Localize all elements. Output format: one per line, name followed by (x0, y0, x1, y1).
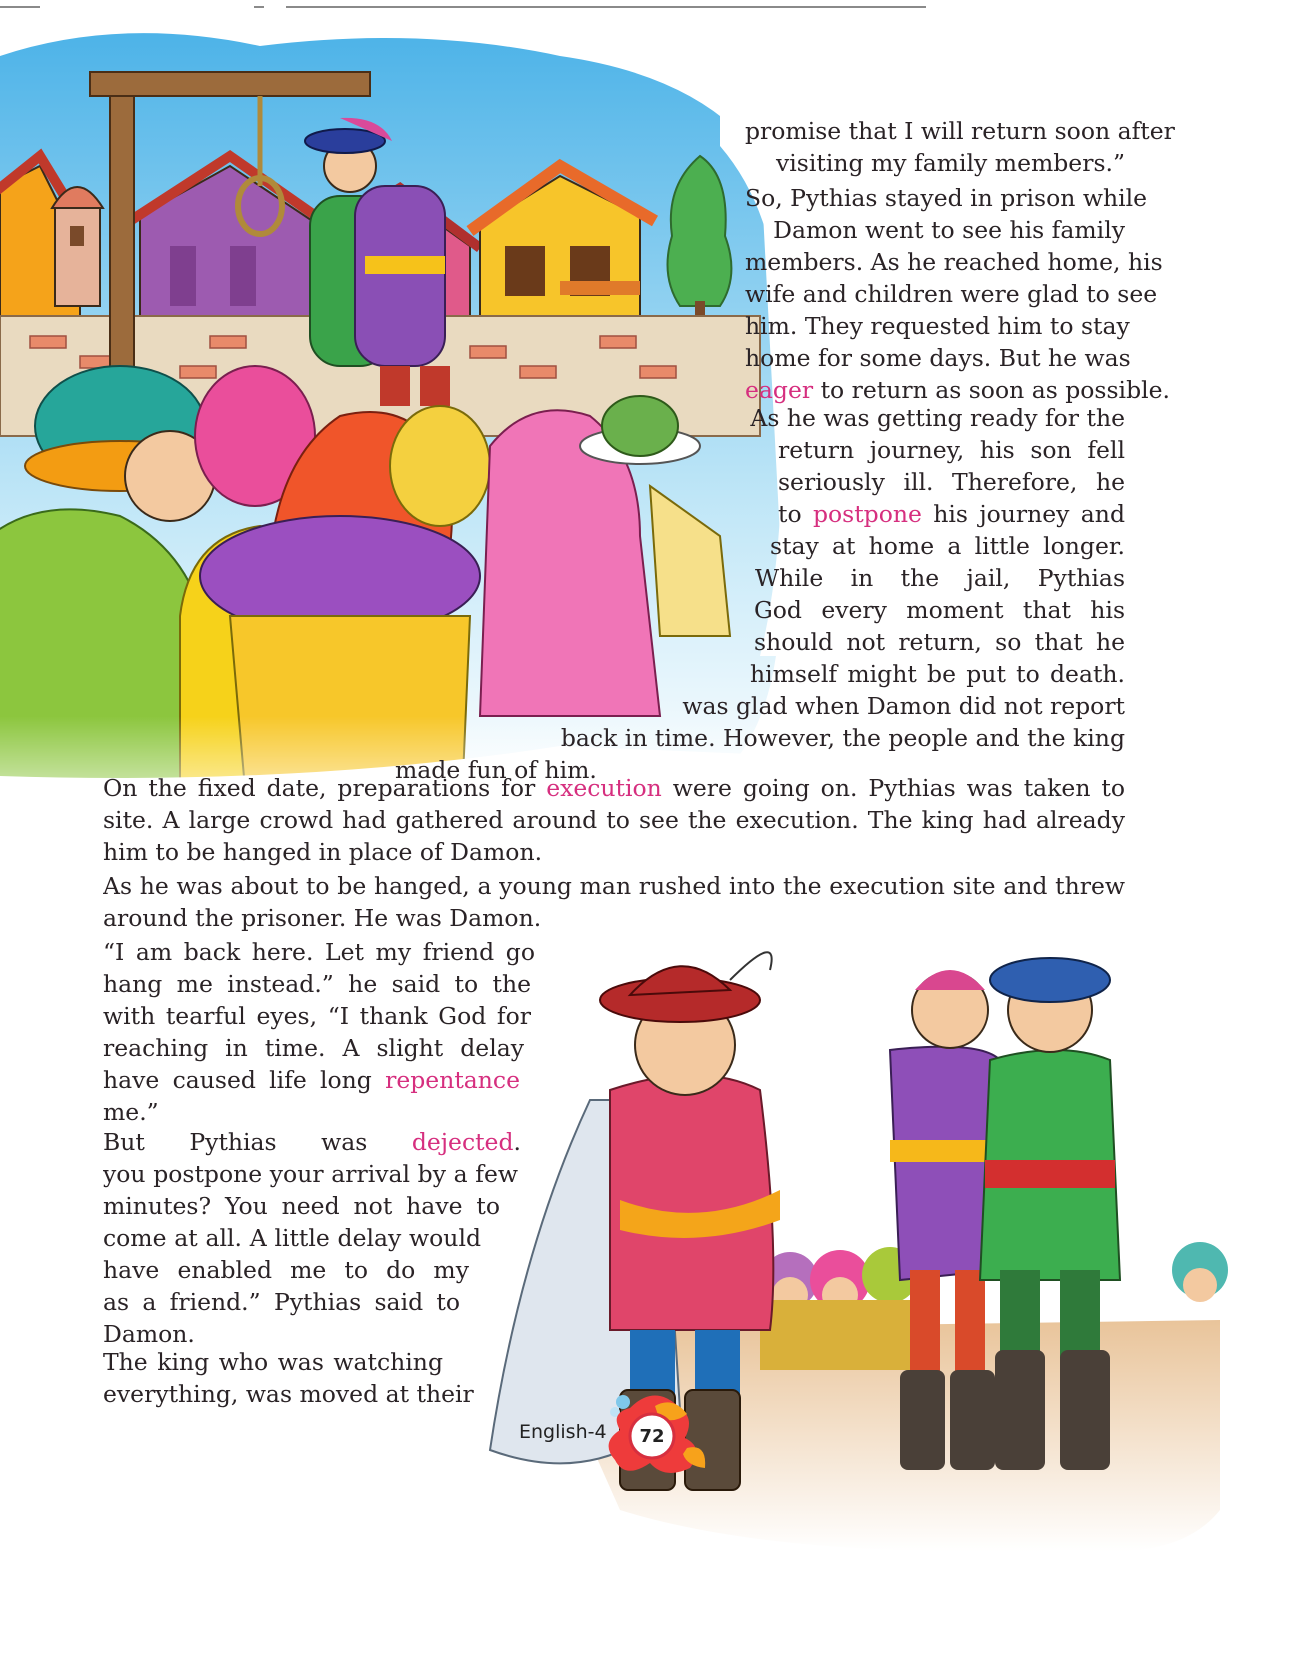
text-line (103, 772, 1125, 804)
text-line: visiting my family members.” (776, 149, 1125, 177)
paragraph-fixed-date (103, 772, 1125, 868)
paragraph-i-am-back (103, 936, 535, 1128)
top-rule-main (286, 6, 926, 8)
text-line: home for some days. But he was (745, 344, 1131, 372)
keyword-postpone: postpone (812, 500, 922, 528)
page-number: 72 (639, 1426, 665, 1447)
keyword-repentance: repentance (385, 1066, 520, 1094)
text-line: me.” (103, 1098, 159, 1126)
text-line: himself might be put to death. (750, 660, 1125, 688)
text-line: As he was getting ready for the (750, 404, 1125, 432)
text-line: made fun of him. (395, 756, 597, 784)
text-line: site. A large crowd had gathered around to see the execution. The king had already (103, 806, 1125, 834)
text-line: “I am back here. Let my friend go (103, 938, 535, 966)
text-fragment: On the fixed date, preparations for (103, 774, 547, 802)
text-line: back in time. However, the people and the king (560, 724, 1125, 752)
text-line: come at all. A little delay would (103, 1224, 481, 1252)
text-line: The king who was watching (103, 1348, 443, 1376)
text-line: Damon. (103, 1320, 195, 1348)
text-line: him. They requested him to stay (745, 312, 1130, 340)
text-line: everything, was moved at their (103, 1380, 474, 1408)
text-fragment: But Pythias was (103, 1128, 412, 1156)
text-line: was glad when Damon did not report (682, 692, 1125, 720)
text-line: promise that I will return soon after (745, 117, 1175, 145)
text-line: seriously ill. Therefore, he (778, 468, 1125, 496)
text-line: hang me instead.” he said to the (103, 970, 531, 998)
paragraph-pythias-stayed (745, 182, 1171, 406)
text-fragment: his journey and (933, 500, 1125, 528)
text-line: reaching in time. A slight delay (103, 1034, 524, 1062)
book-title-label: English-4 (519, 1421, 607, 1443)
text-line: Damon went to see his family (773, 216, 1125, 244)
paragraph-dejected (103, 1126, 535, 1350)
text-line: have enabled me to do my (103, 1256, 469, 1284)
tower (52, 187, 103, 306)
text-line: So, Pythias stayed in prison while (745, 184, 1148, 212)
bottom-illustration (480, 950, 1240, 1570)
top-rule-left (0, 6, 40, 8)
text-line: return journey, his son fell (778, 436, 1125, 464)
paragraph-about-to-be-hanged (103, 870, 1125, 934)
keyword-dejected: dejected (411, 1128, 514, 1156)
text-line: around the prisoner. He was Damon. (103, 904, 542, 932)
text-line (778, 498, 1125, 530)
text-line: As he was about to be hanged, a young man rushed into the execution site and threw (103, 872, 1125, 900)
keyword-execution: execution (546, 774, 662, 802)
text-line: members. As he reached home, his (745, 248, 1163, 276)
pythias-and-friend (890, 958, 1120, 1470)
text-fragment: to return as soon as possible. (813, 376, 1171, 404)
text-line: you postpone your arrival by a few (103, 1160, 518, 1188)
text-line: While in the jail, Pythias (755, 564, 1125, 592)
keyword-eager: eager (745, 376, 814, 404)
text-line: as a friend.” Pythias said to (103, 1288, 460, 1316)
text-fragment: to (778, 500, 813, 528)
text-line: should not return, so that he (754, 628, 1125, 656)
top-rule-tick (254, 6, 264, 8)
text-line: with tearful eyes, “I thank God for (103, 1002, 531, 1030)
text-fragment: . (513, 1128, 521, 1156)
text-line (103, 1064, 520, 1096)
text-fragment: were going on. Pythias was taken to (672, 774, 1125, 802)
paragraph-promise (745, 115, 1175, 179)
text-line: wife and children were glad to see (745, 280, 1158, 308)
paragraph-return-journey (395, 402, 1125, 786)
paragraph-king-watching (103, 1346, 474, 1410)
text-fragment: have caused life long (103, 1066, 386, 1094)
text-line: him to be hanged in place of Damon. (103, 838, 543, 866)
text-line (103, 1126, 521, 1158)
text-line: God every moment that his (754, 596, 1125, 624)
text-line: minutes? You need not have to (103, 1192, 500, 1220)
text-line: stay at home a little longer. (770, 532, 1125, 560)
